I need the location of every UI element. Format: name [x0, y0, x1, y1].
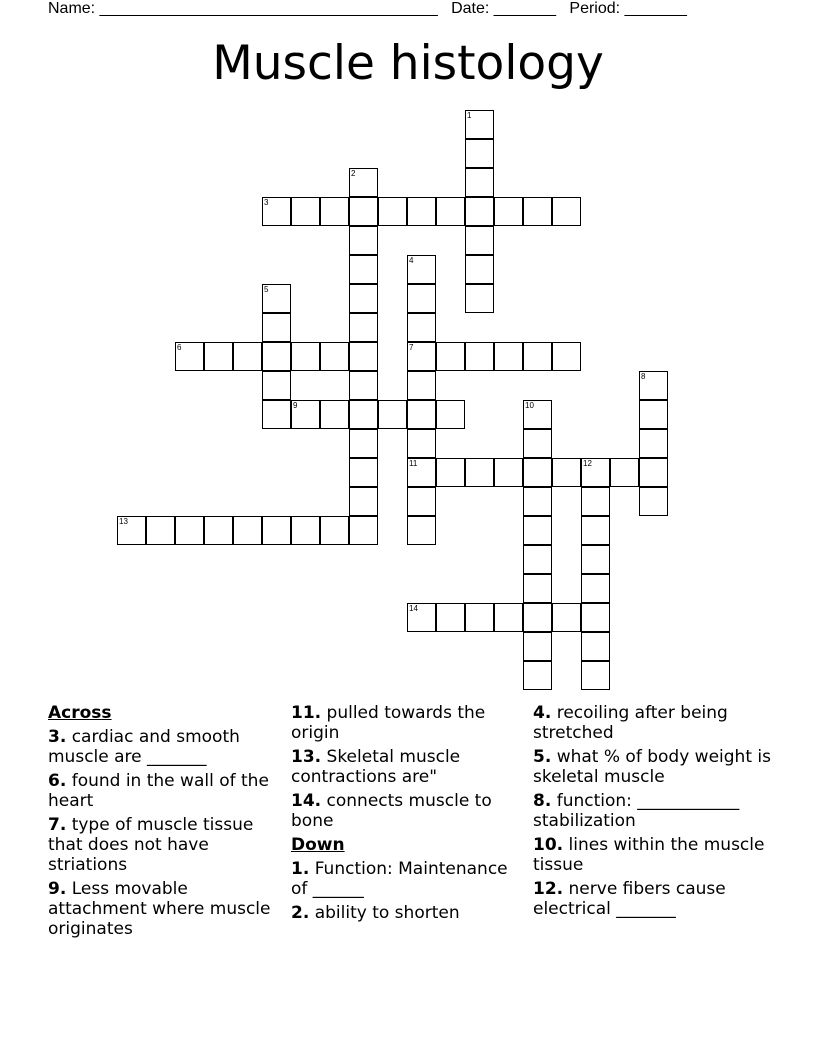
clue-text: pulled towards the origin: [291, 703, 491, 743]
grid-cell[interactable]: [465, 603, 494, 632]
clue-number: 1.: [291, 859, 310, 879]
clue-text: Function: Maintenance of ______: [291, 859, 514, 899]
grid-cell[interactable]: [494, 603, 523, 632]
grid-cell[interactable]: [291, 516, 320, 545]
grid-cell[interactable]: [262, 516, 291, 545]
clue-number: 12.: [533, 879, 564, 899]
grid-cell[interactable]: [407, 516, 436, 545]
cell-number: 11: [409, 459, 418, 468]
grid-cell[interactable]: [320, 342, 349, 371]
clue-text: type of muscle tissue that does not have striations: [48, 815, 259, 875]
clue-number: 11.: [291, 703, 322, 723]
cell-number: 14: [409, 604, 418, 613]
clue-down-5: [533, 747, 783, 787]
name-label: Name:: [48, 0, 96, 17]
clue-number: 2.: [291, 903, 310, 923]
grid-cell[interactable]: [523, 603, 552, 632]
down-heading: Down: [291, 835, 345, 855]
grid-cell[interactable]: [262, 342, 291, 371]
grid-cell[interactable]: [349, 226, 378, 255]
clue-across-9: [48, 879, 288, 939]
grid-cell[interactable]: [465, 284, 494, 313]
clue-text: what % of body weight is skeletal muscle: [533, 747, 777, 787]
cell-number: 1: [467, 111, 472, 120]
grid-cell[interactable]: [523, 197, 552, 226]
cell-number: 12: [583, 459, 592, 468]
clue-text: nerve fibers cause electrical _______: [533, 879, 732, 919]
grid-cell[interactable]: [291, 342, 320, 371]
clue-number: 5.: [533, 747, 552, 767]
grid-cell[interactable]: [523, 400, 552, 429]
clue-number: 13.: [291, 747, 322, 767]
grid-cell[interactable]: [349, 429, 378, 458]
grid-cell[interactable]: [291, 400, 320, 429]
grid-cell[interactable]: [523, 516, 552, 545]
grid-cell[interactable]: [349, 458, 378, 487]
grid-cell[interactable]: [175, 342, 204, 371]
grid-cell[interactable]: [407, 313, 436, 342]
clue-text: found in the wall of the heart: [48, 771, 275, 811]
grid-cell[interactable]: [494, 197, 523, 226]
grid-cell[interactable]: [436, 603, 465, 632]
grid-cell[interactable]: [552, 197, 581, 226]
grid-cell[interactable]: [407, 400, 436, 429]
grid-cell[interactable]: [349, 516, 378, 545]
grid-cell[interactable]: [436, 197, 465, 226]
cell-number: 4: [409, 256, 414, 265]
grid-cell[interactable]: [465, 342, 494, 371]
clue-number: 10.: [533, 835, 564, 855]
grid-cell[interactable]: [233, 516, 262, 545]
clue-down-2: [291, 903, 526, 923]
grid-cell[interactable]: [639, 487, 668, 516]
grid-cell[interactable]: [407, 342, 436, 371]
grid-cell[interactable]: [581, 603, 610, 632]
cell-number: 6: [177, 343, 182, 352]
grid-cell[interactable]: [581, 487, 610, 516]
grid-cell[interactable]: [581, 574, 610, 603]
grid-cell[interactable]: [639, 400, 668, 429]
grid-cell[interactable]: [349, 313, 378, 342]
grid-cell[interactable]: [320, 516, 349, 545]
cell-number: 2: [351, 169, 356, 178]
grid-cell[interactable]: [581, 632, 610, 661]
grid-cell[interactable]: [175, 516, 204, 545]
clue-across-13: [291, 747, 526, 787]
grid-cell[interactable]: [465, 139, 494, 168]
grid-cell[interactable]: [639, 429, 668, 458]
grid-cell[interactable]: [320, 197, 349, 226]
clue-across-7: [48, 815, 288, 875]
grid-cell[interactable]: [349, 284, 378, 313]
grid-cell[interactable]: [494, 342, 523, 371]
cell-number: 8: [641, 372, 646, 381]
clue-number: 8.: [533, 791, 552, 811]
grid-cell[interactable]: [407, 603, 436, 632]
grid-cell[interactable]: [494, 458, 523, 487]
clue-number: 7.: [48, 815, 67, 835]
clue-text: Skeletal muscle contractions are": [291, 747, 466, 787]
grid-cell[interactable]: [262, 197, 291, 226]
grid-cell[interactable]: [349, 487, 378, 516]
clue-down-8: [533, 791, 783, 831]
grid-cell[interactable]: [204, 342, 233, 371]
grid-cell[interactable]: [349, 400, 378, 429]
grid-cell[interactable]: [639, 371, 668, 400]
clue-number: 14.: [291, 791, 322, 811]
grid-cell[interactable]: [523, 342, 552, 371]
grid-cell[interactable]: [552, 342, 581, 371]
grid-cell[interactable]: [465, 168, 494, 197]
grid-cell[interactable]: [465, 255, 494, 284]
clue-text: cardiac and smooth muscle are _______: [48, 727, 246, 767]
grid-cell[interactable]: [407, 487, 436, 516]
grid-cell[interactable]: [407, 197, 436, 226]
clue-text: ability to shorten: [314, 903, 460, 923]
clue-text: lines within the muscle tissue: [533, 835, 770, 875]
grid-cell[interactable]: [262, 284, 291, 313]
cell-number: 7: [409, 343, 414, 352]
period-label: Period:: [569, 0, 621, 17]
grid-cell[interactable]: [581, 545, 610, 574]
grid-cell[interactable]: [117, 516, 146, 545]
grid-cell[interactable]: [523, 632, 552, 661]
grid-cell[interactable]: [407, 371, 436, 400]
grid-cell[interactable]: [349, 168, 378, 197]
grid-cell[interactable]: [523, 458, 552, 487]
cell-number: 5: [264, 285, 269, 294]
grid-cell[interactable]: [465, 226, 494, 255]
clue-number: 9.: [48, 879, 67, 899]
clue-across-3: [48, 727, 288, 767]
clue-across-6: [48, 771, 288, 811]
across-heading: Across: [48, 703, 112, 723]
clue-down-10: [533, 835, 783, 875]
cell-number: 13: [119, 517, 128, 526]
clue-down-1: [291, 859, 526, 899]
grid-cell[interactable]: [552, 603, 581, 632]
grid-cell[interactable]: [639, 458, 668, 487]
grid-cell[interactable]: [523, 429, 552, 458]
grid-cell[interactable]: [146, 516, 175, 545]
grid-cell[interactable]: [378, 197, 407, 226]
clue-number: 6.: [48, 771, 67, 791]
grid-cell[interactable]: [465, 110, 494, 139]
grid-cell[interactable]: [581, 661, 610, 690]
date-label: Date:: [451, 0, 490, 17]
grid-cell[interactable]: [523, 545, 552, 574]
grid-cell[interactable]: [436, 400, 465, 429]
grid-cell[interactable]: [436, 458, 465, 487]
cell-number: 9: [293, 401, 298, 410]
grid-cell[interactable]: [581, 516, 610, 545]
grid-cell[interactable]: [349, 342, 378, 371]
grid-cell[interactable]: [349, 371, 378, 400]
grid-cell[interactable]: [349, 255, 378, 284]
name-blank[interactable]: ______________________________________: [99, 0, 438, 17]
grid-cell[interactable]: [262, 313, 291, 342]
clue-across-11: [291, 703, 526, 743]
clue-text: function: ____________ stabilization: [533, 791, 745, 831]
grid-cell[interactable]: [407, 284, 436, 313]
clue-column-3: [533, 703, 783, 923]
grid-cell[interactable]: [204, 516, 233, 545]
period-blank[interactable]: _______: [624, 0, 687, 17]
grid-cell[interactable]: [523, 487, 552, 516]
clue-text: recoiling after being stretched: [533, 703, 734, 743]
grid-cell[interactable]: [610, 458, 639, 487]
grid-cell[interactable]: [349, 197, 378, 226]
page-title: Muscle histology: [212, 36, 604, 91]
clue-down-12: [533, 879, 783, 919]
grid-cell[interactable]: [465, 458, 494, 487]
grid-cell[interactable]: [262, 371, 291, 400]
clue-text: connects muscle to bone: [291, 791, 498, 831]
grid-cell[interactable]: [320, 400, 349, 429]
clue-down-4: [533, 703, 783, 743]
grid-cell[interactable]: [233, 342, 262, 371]
grid-cell[interactable]: [523, 661, 552, 690]
grid-cell[interactable]: [465, 197, 494, 226]
grid-cell[interactable]: [291, 197, 320, 226]
clue-column-2: [291, 703, 526, 927]
grid-cell[interactable]: [378, 400, 407, 429]
clue-column-1: [48, 703, 288, 943]
clue-text: Less movable attachment where muscle originates: [48, 879, 276, 939]
grid-cell[interactable]: [523, 574, 552, 603]
clue-number: 3.: [48, 727, 67, 747]
grid-cell[interactable]: [552, 458, 581, 487]
grid-cell[interactable]: [407, 255, 436, 284]
grid-cell[interactable]: [581, 458, 610, 487]
cell-number: 10: [525, 401, 534, 410]
grid-cell[interactable]: [407, 429, 436, 458]
date-blank[interactable]: _______: [493, 0, 557, 17]
clue-across-14: [291, 791, 526, 831]
grid-cell[interactable]: [262, 400, 291, 429]
grid-cell[interactable]: [407, 458, 436, 487]
clue-number: 4.: [533, 703, 552, 723]
grid-cell[interactable]: [436, 342, 465, 371]
cell-number: 3: [264, 198, 269, 207]
